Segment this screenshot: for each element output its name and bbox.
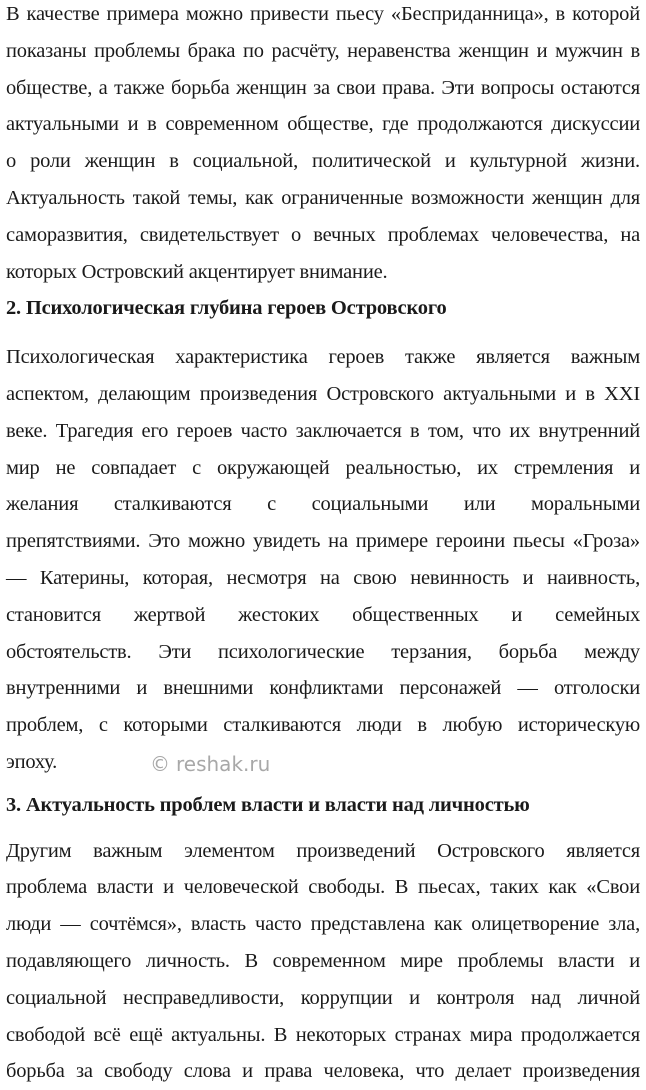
text-line: люди — сочтёмся», власть часто представлена как олицетворение зла, (6, 913, 640, 936)
watermark-container (150, 752, 270, 776)
section-heading-3: 3. Актуальность проблем власти и власти над личностью (6, 793, 530, 816)
text-line: веке. Трагедия его героев часто заключается в том, что их внутренний (6, 419, 640, 442)
paragraph-2 (6, 339, 640, 781)
text-line: борьба за свободу слова и права человека, что делает произведения (6, 1060, 640, 1083)
text-line: мир не совпадает с окружающей реальностью, их стремления и (6, 456, 640, 479)
text-line: проблема власти и человеческой свободы. В пьесах, таких как «Свои (6, 876, 640, 899)
text-line: желания сталкиваются с социальными или моральными (6, 493, 640, 516)
text-line: внутренними и внешними конфликтами персонажей — отголоски (6, 677, 640, 700)
section-heading-2: 2. Психологическая глубина героев Островского (6, 297, 447, 320)
text-line: препятствиями. Это можно увидеть на примере героини пьесы «Гроза» (6, 530, 640, 553)
text-line: — Катерины, которая, несмотря на свою невинность и наивность, (6, 566, 640, 589)
text-line: саморазвития, свидетельствует о вечных проблемах человечества, на (6, 223, 640, 246)
text-line: эпоху. (6, 750, 58, 773)
watermark: reshak.ru (176, 752, 271, 776)
text-line: Психологическая характеристика героев также является важным (6, 346, 640, 369)
text-line: социальной несправедливости, коррупции и контроля над личной (6, 986, 640, 1009)
text-line: обстоятельств. Эти психологические терзания, борьба между (6, 640, 640, 663)
text-line: становится жертвой жестоких общественных и семейных (6, 603, 640, 626)
document-body (6, 0, 640, 1090)
text-line: аспектом, делающим произведения Островского актуальными и в XXI (6, 382, 640, 405)
paragraph-3 (6, 833, 640, 1090)
paragraph-1 (6, 0, 640, 290)
text-line: Другим важным элементом произведений Островского является (6, 839, 640, 862)
text-line: В качестве примера можно привести пьесу «Бесприданница», в которой (6, 3, 640, 25)
text-line: о роли женщин в социальной, политической и культурной жизни. (6, 150, 640, 173)
text-line: показаны проблемы брака по расчёту, неравенства женщин и мужчин в (6, 39, 640, 62)
text-line: которых Островский акцентирует внимание. (6, 260, 388, 283)
text-line: подавляющего личность. В современном мире проблемы власти и (6, 949, 640, 972)
watermark-copyright-icon: © (150, 752, 170, 776)
text-line: Актуальность такой темы, как ограниченные возможности женщин для (6, 186, 640, 209)
text-line: обществе, а также борьба женщин за свои права. Эти вопросы остаются (6, 76, 640, 99)
text-line: проблем, с которыми сталкиваются люди в любую историческую (6, 714, 640, 737)
text-line: актуальными и в современном обществе, где продолжаются дискуссии (6, 113, 640, 136)
text-line: свободой всё ещё актуальны. В некоторых странах мира продолжается (6, 1023, 640, 1046)
